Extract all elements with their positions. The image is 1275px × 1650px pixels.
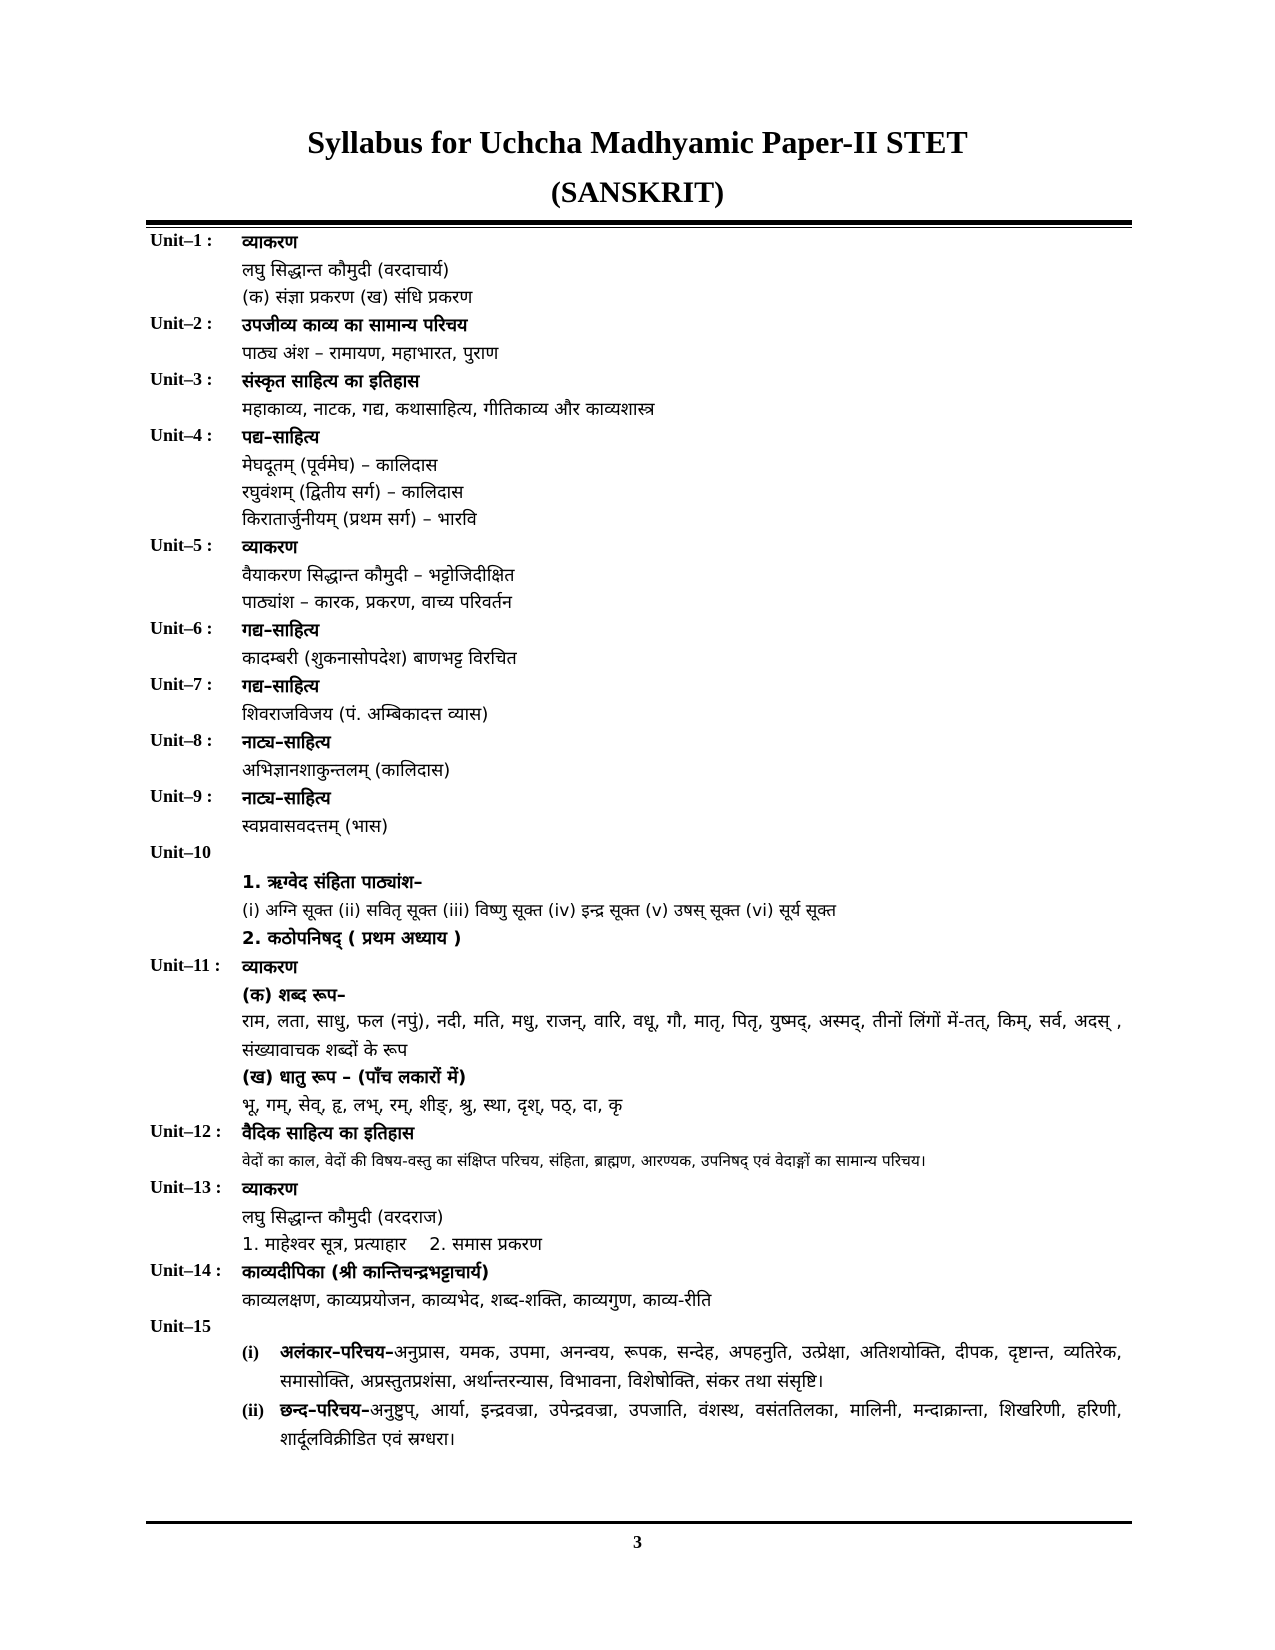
item-heading: अलंकार–परिचय–: [280, 1342, 394, 1363]
unit-11-label: Unit–11 :: [150, 955, 221, 975]
page-number: 3: [633, 1532, 642, 1552]
unit-11-sub-heading: (ख) धातु रूप – (पाँच लकारों में): [242, 1067, 467, 1088]
unit-14-line: काव्यलक्षण, काव्यप्रयोजन, काव्यभेद, शब्द-शक्ति, काव्यगुण, काव्य-रीति: [242, 1290, 712, 1311]
top-rule-thin: [146, 227, 1132, 228]
bottom-rule: [146, 1521, 1132, 1524]
unit-12-label: Unit–12 :: [150, 1121, 222, 1141]
unit-2-line: पाठ्य अंश – रामायण, महाभारत, पुराण: [242, 343, 499, 364]
unit-10-heading-2: 2. कठोपनिषद् ( प्रथम अध्याय ): [242, 928, 462, 949]
unit-6-label: Unit–6 :: [150, 618, 213, 638]
unit-4-heading: पद्य–साहित्य: [242, 427, 320, 448]
unit-3-label: Unit–3 :: [150, 369, 213, 389]
unit-11-text: राम, लता, साधु, फल (नपुं), नदी, मति, मधु, राजन्, वारि, वधू, गौ, मातृ, पितृ, युष्मद्, अस्मद्, तीनों लिंगों में-तत्, किम्, सर्व, अदस् , संख्यावाचक शब्दों के रूप: [242, 1011, 1122, 1061]
unit-1-line: (क) संज्ञा प्रकरण (ख) संधि प्रकरण: [242, 287, 473, 308]
item-number: (i): [242, 1342, 259, 1362]
unit-13-line: 1. माहेश्वर सूत्र, प्रत्याहार 2. समास प्रकरण: [242, 1234, 543, 1255]
unit-7-heading: गद्य–साहित्य: [242, 676, 320, 697]
unit-9-line: स्वप्नवासवदत्तम् (भास): [242, 816, 389, 837]
unit-10-label: Unit–10: [150, 842, 212, 862]
unit-8-label: Unit–8 :: [150, 730, 213, 750]
unit-4-line: किरातार्जुनीयम् (प्रथम सर्ग) – भारवि: [242, 509, 477, 530]
item-number: (ii): [242, 1400, 264, 1420]
unit-1-line: लघु सिद्धान्त कौमुदी (वरदाचार्य): [242, 260, 450, 281]
unit-1-label: Unit–1 :: [150, 230, 213, 250]
unit-7-line: शिवराजविजय (पं. अम्बिकादत्त व्यास): [242, 704, 489, 725]
page-subtitle: (SANSKRIT): [550, 176, 725, 209]
unit-14-label: Unit–14 :: [150, 1260, 222, 1280]
unit-7-label: Unit–7 :: [150, 674, 213, 694]
unit-13-heading: व्याकरण: [242, 1179, 298, 1200]
unit-11-heading: व्याकरण: [242, 957, 298, 978]
unit-5-label: Unit–5 :: [150, 535, 213, 555]
unit-15-item-chhand: [242, 1396, 1122, 1454]
unit-10-line: (i) अग्नि सूक्त (ii) सवितृ सूक्त (iii) विष्णु सूक्त (iv) इन्द्र सूक्त (v) उषस् सूक्त (vi) सूर्य सूक्त: [242, 901, 837, 921]
unit-13-label: Unit–13 :: [150, 1177, 222, 1197]
unit-3-line: महाकाव्य, नाटक, गद्य, कथासाहित्य, गीतिकाव्य और काव्यशास्त्र: [242, 399, 655, 420]
unit-5-heading: व्याकरण: [242, 537, 298, 558]
unit-4-label: Unit–4 :: [150, 425, 213, 445]
unit-4-line: रघुवंशम् (द्वितीय सर्ग) – कालिदास: [242, 482, 464, 503]
unit-12-heading: वैदिक साहित्य का इतिहास: [242, 1123, 415, 1144]
unit-2-label: Unit–2 :: [150, 313, 213, 333]
unit-3-heading: संस्कृत साहित्य का इतिहास: [242, 371, 420, 392]
item-heading: छन्द–परिचय–: [280, 1400, 370, 1421]
unit-12-line: वेदों का काल, वेदों की विषय-वस्तु का संक्षिप्त परिचय, संहिता, ब्राह्मण, आरण्यक, उपनिषद् एवं वेदाङ्गों का सामान्य परिचय।: [242, 1152, 926, 1170]
unit-15-item-alankar: [242, 1338, 1122, 1396]
unit-10-heading-1: 1. ऋग्वेद संहिता पाठ्यांश–: [242, 872, 423, 893]
item-text: अनुप्रास, यमक, उपमा, अनन्वय, रूपक, सन्देह, अपहनुति, उत्प्रेक्षा, अतिशयोक्ति, दीपक, दृष्टान्त, व्यतिरेक, समासोक्ति, अप्रस्तुतप्रशंसा, अर्थान्तरन्यास, विभावना, विशेषोक्ति, संकर तथा संसृष्टि।: [280, 1342, 1122, 1392]
unit-5-line: वैयाकरण सिद्धान्त कौमुदी – भट्टोजिदीक्षित: [242, 565, 515, 586]
unit-4-line: मेघदूतम् (पूर्वमेघ) – कालिदास: [242, 455, 438, 476]
unit-5-line: पाठ्यांश – कारक, प्रकरण, वाच्य परिवर्तन: [242, 592, 513, 613]
unit-14-heading: काव्यदीपिका (श्री कान्तिचन्द्रभट्टाचार्य): [242, 1262, 490, 1283]
unit-9-heading: नाट्य–साहित्य: [242, 788, 331, 809]
unit-6-heading: गद्य–साहित्य: [242, 620, 320, 641]
unit-8-line: अभिज्ञानशाकुन्तलम् (कालिदास): [242, 760, 451, 781]
unit-15-label: Unit–15: [150, 1316, 212, 1336]
unit-9-label: Unit–9 :: [150, 786, 213, 806]
top-rule: [146, 220, 1132, 225]
unit-11-sub-heading: (क) शब्द रूप–: [242, 985, 346, 1006]
unit-2-heading: उपजीव्य काव्य का सामान्य परिचय: [242, 315, 468, 336]
item-text: अनुष्टुप्, आर्या, इन्द्रवज्रा, उपेन्द्रवज्रा, उपजाति, वंशस्थ, वसंततिलका, मालिनी, मन्दाक्रान्ता, शिखरिणी, हरिणी, शार्दूलविक्रीडित एवं स्रग्धरा।: [280, 1400, 1122, 1450]
unit-8-heading: नाट्य–साहित्य: [242, 732, 331, 753]
unit-6-line: कादम्बरी (शुकनासोपदेश) बाणभट्ट विरचित: [242, 648, 517, 669]
unit-1-heading: व्याकरण: [242, 232, 298, 253]
page-title: Syllabus for Uchcha Madhyamic Paper-II STET: [307, 124, 968, 160]
unit-11-text: भू, गम्, सेव्, हृ, लभ्, रम्, शीङ्, श्रु, स्था, दृश्, पठ्, दा, कृ: [242, 1095, 623, 1116]
unit-13-line: लघु सिद्धान्त कौमुदी (वरदराज): [242, 1207, 444, 1228]
